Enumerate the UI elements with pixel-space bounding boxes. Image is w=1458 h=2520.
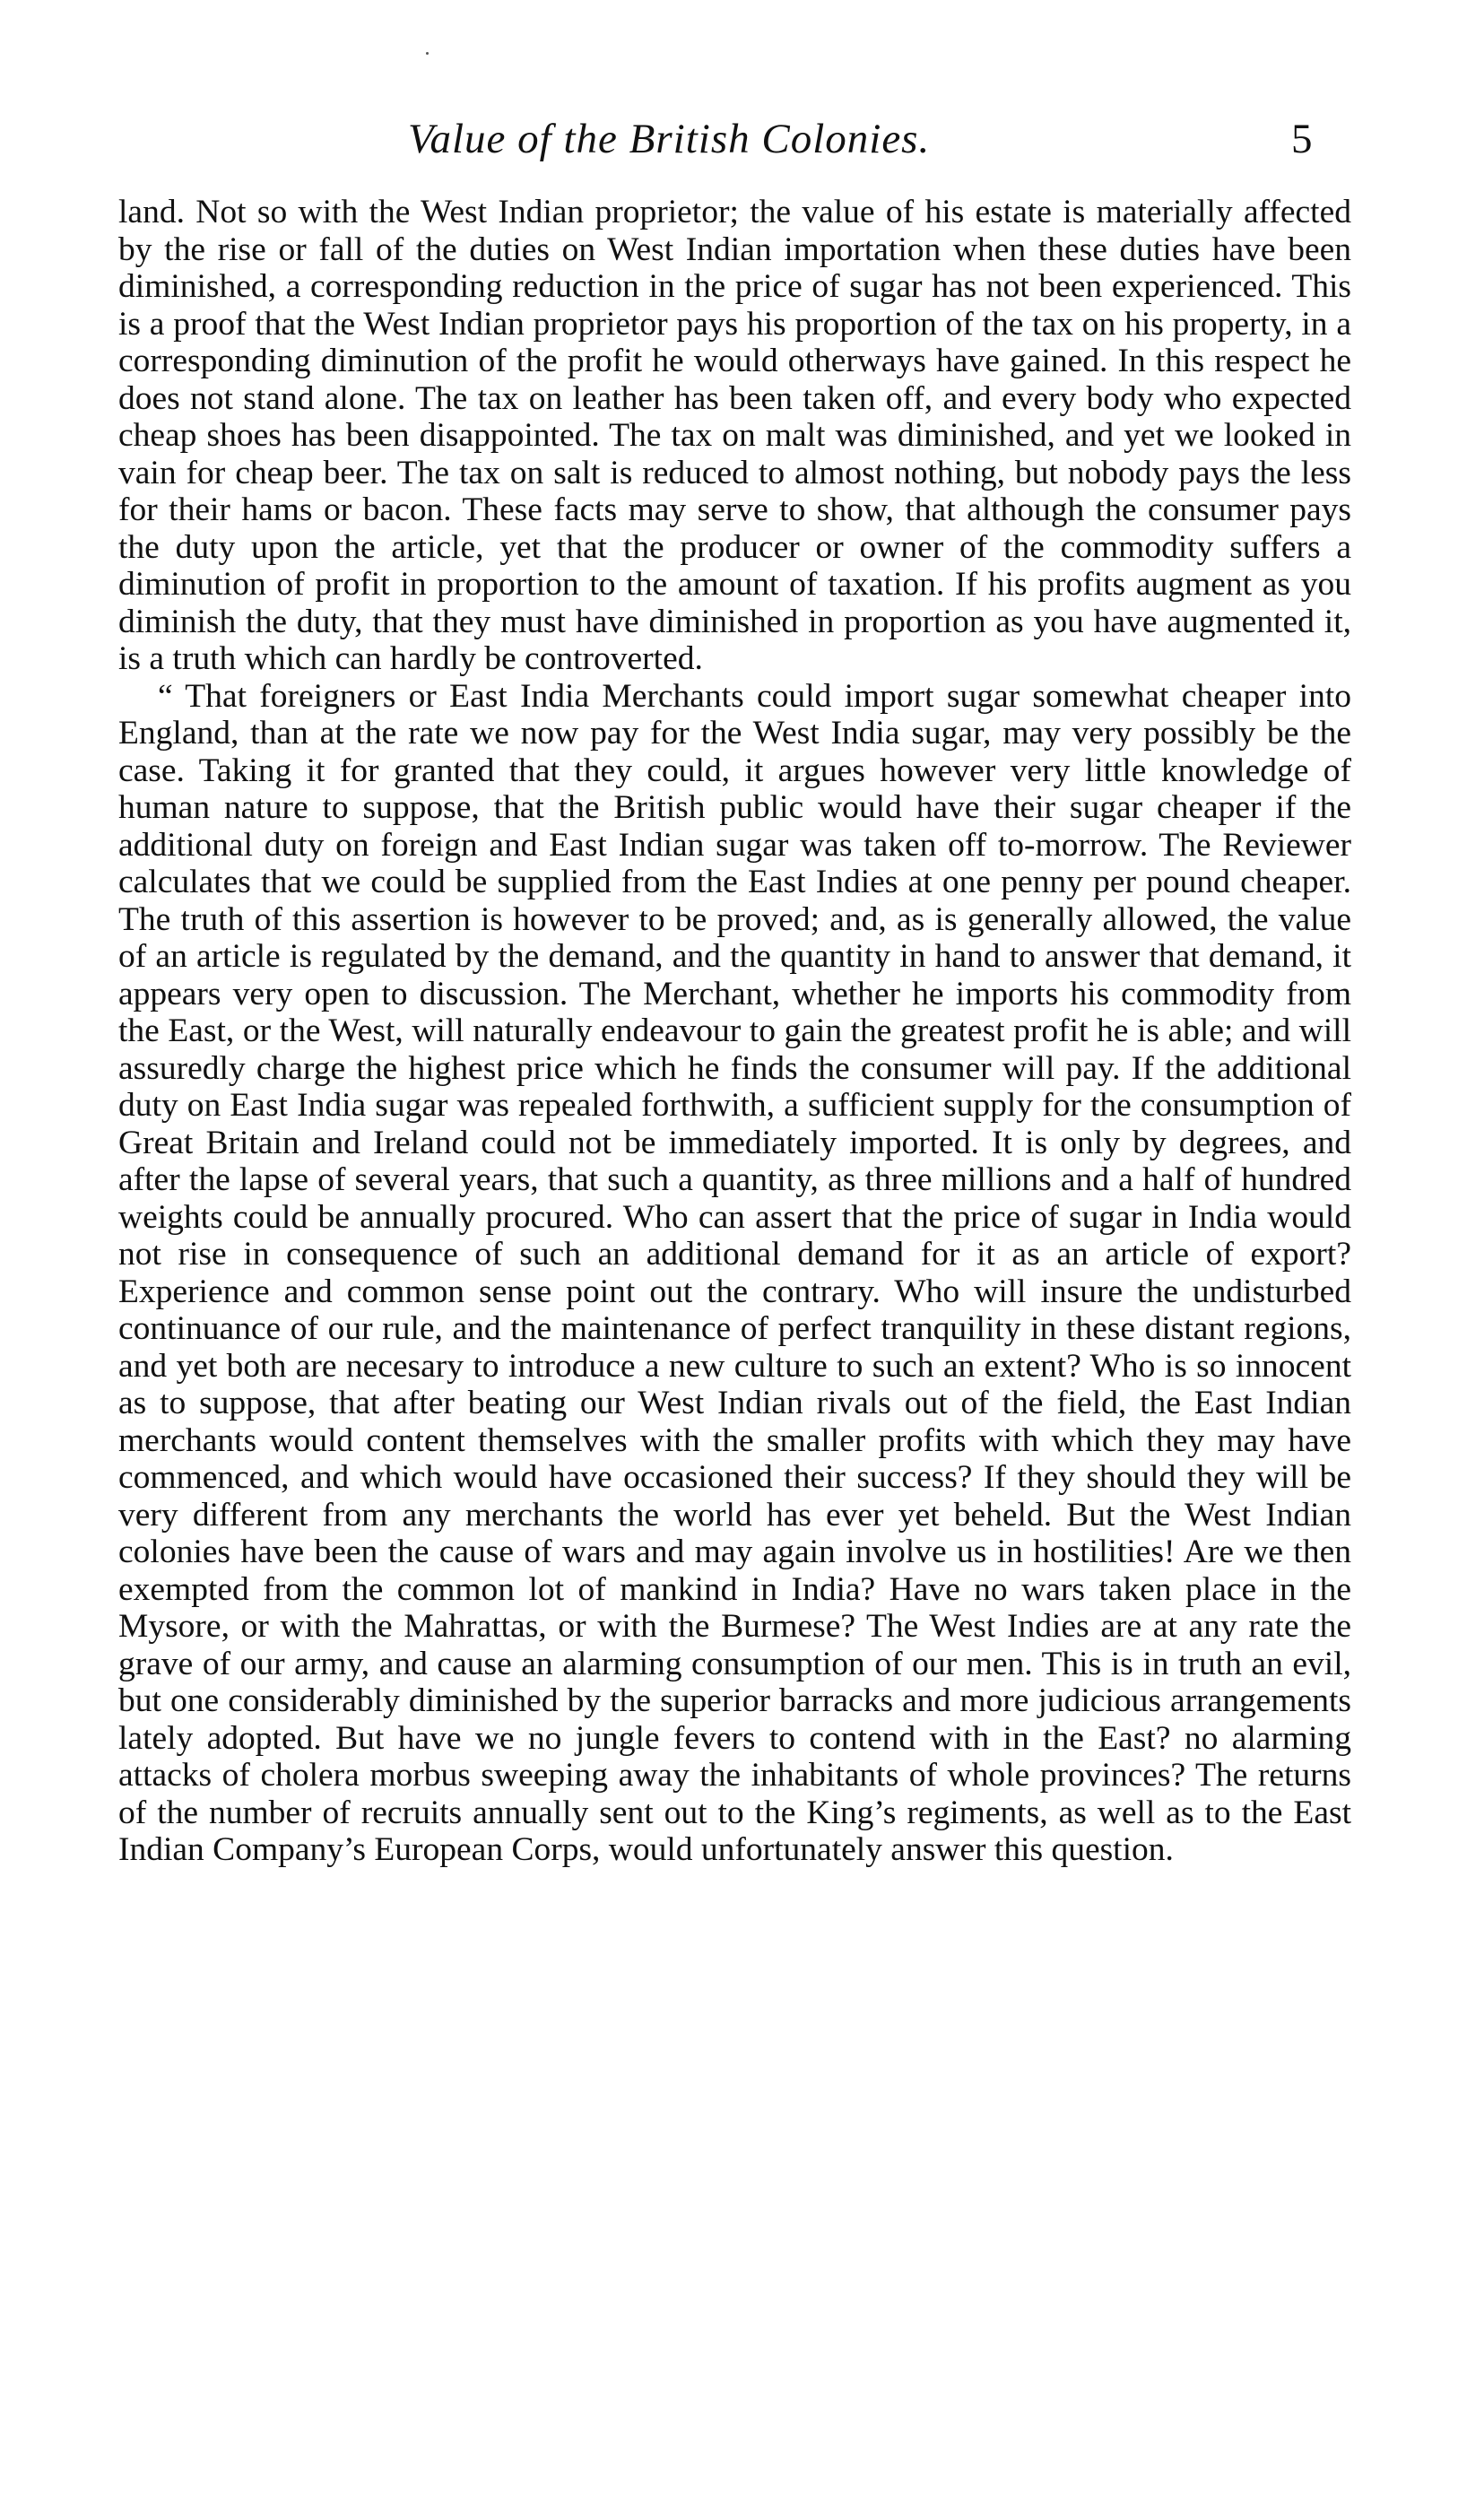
page-speck <box>426 52 429 55</box>
paragraph-continuation: land. Not so with the West Indian proprietor; the value of his estate is materially affected by the rise or fall of the duties on West Indian importation when these duties have been diminished, a corresponding reduction in the price of sugar has not been experienced. This is a proof that the West Indian proprietor pays his proportion of the tax on his property, in a corresponding diminution of the profit he would otherways have gained. In this respect he does not stand alone. The tax on leather has been taken off, and every body who expected cheap shoes has been disappointed. The tax on malt was diminished, and yet we looked in vain for cheap beer. The tax on salt is reduced to almost nothing, but nobody pays the less for their hams or bacon. These facts may serve to show, that although the consumer pays the duty upon the article, yet that the producer or owner of the commodity suffers a diminution of profit in proportion to the amount of taxation. If his profits augment as you diminish the duty, that they must have diminished in proportion as you have augmented it, is a truth which can hardly be controverted. <box>118 194 1351 677</box>
paragraph-quotation: “ That foreigners or East India Merchants could import sugar somewhat cheaper into England, than at the rate we now pay for the West India sugar, may very possibly be the case. Taking it for granted that they could, it argues however very little knowledge of human nature to suppose, that the British public would have their sugar cheaper if the additional duty on foreign and East Indian sugar was taken off to-morrow. The Reviewer calculates that we could be supplied from the East Indies at one penny per pound cheaper. The truth of this assertion is however to be proved; and, as is generally allowed, the value of an article is regulated by the demand, and the quantity in hand to answer that demand, it appears very open to discussion. The Merchant, whether he imports his commodity from the East, or the West, will naturally endeavour to gain the greatest profit he is able; and will assuredly charge the highest price which he finds the consumer will pay. If the additional duty on East India sugar was repealed forthwith, a sufficient supply for the consumption of Great Britain and Ireland could not be immediately imported. It is only by degrees, and after the lapse of several years, that such a quantity, as three millions and a half of hundred weights could be annually procured. Who can assert that the price of sugar in India would not rise in consequence of such an additional demand for it as an article of export? Experience and common sense point out the contrary. Who will insure the undisturbed continuance of our rule, and the maintenance of perfect tranquility in these distant regions, and yet both are necesary to introduce a new culture to such an extent? Who is so innocent as to suppose, that after beating our West Indian rivals out of the field, the East Indian merchants would content themselves with the smaller profits with which they may have commenced, and which would have occasioned their success? If they should they will be very different from any merchants the world has ever yet beheld. But the West Indian colonies have been the cause of wars and may again involve us in hostilities! Are we then exempted from the common lot of mankind in India? Have no wars taken place in the Mysore, or with the Mahrattas, or with the Burmese? The West Indies are at any rate the grave of our army, and cause an alarming consumption of our men. This is in truth an evil, but one considerably diminished by the superior barracks and more judicious arrangements lately adopted. But have we no jungle fevers to contend with in the East? no alarming attacks of cholera morbus sweeping away the inhabitants of whole provinces? The returns of the number of recruits annually sent out to the King’s regiments, as well as to the East Indian Company’s European Corps, would unfortunately answer this question. <box>118 677 1351 1868</box>
body-text <box>118 194 1351 1869</box>
running-title: Value of the British Colonies. <box>408 116 931 162</box>
page-header <box>0 115 1458 172</box>
page-number: 5 <box>1291 116 1313 162</box>
